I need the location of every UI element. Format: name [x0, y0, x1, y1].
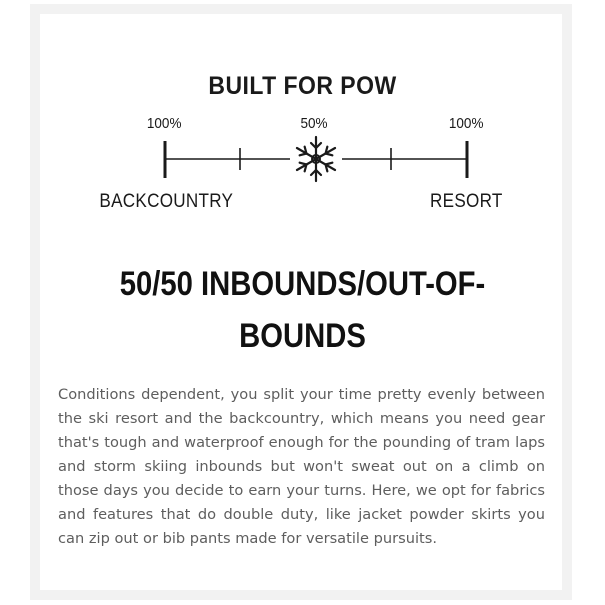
- headline-line-2: BOUNDS: [239, 317, 366, 355]
- headline-line-1: 50/50 INBOUNDS/OUT-OF-: [119, 265, 486, 303]
- backcountry-label: BACKCOUNTRY: [99, 191, 234, 212]
- resort-label: RESORT: [430, 191, 503, 212]
- headline: [42, 258, 562, 362]
- snowflake-icon: [290, 132, 342, 185]
- left-percent-label: 100%: [146, 115, 182, 132]
- body-paragraph: Conditions dependent, you split your time pretty evenly between the ski resort and the backcountry, which means you need gear that's tough and waterproof enough for the pounding of tram laps and storm skiing inbounds but won't sweat out on a climb on those days you decide to earn your turns. Here, we opt for fabrics and features that do double duty, like jacket powder skirts you can zip out or bib pants made for versatile pursuits.: [58, 386, 545, 547]
- scale-title: BUILT FOR POW: [208, 72, 397, 100]
- right-percent-label: 100%: [448, 115, 484, 132]
- usage-scale: [0, 105, 605, 185]
- center-percent-label: 50%: [300, 115, 328, 132]
